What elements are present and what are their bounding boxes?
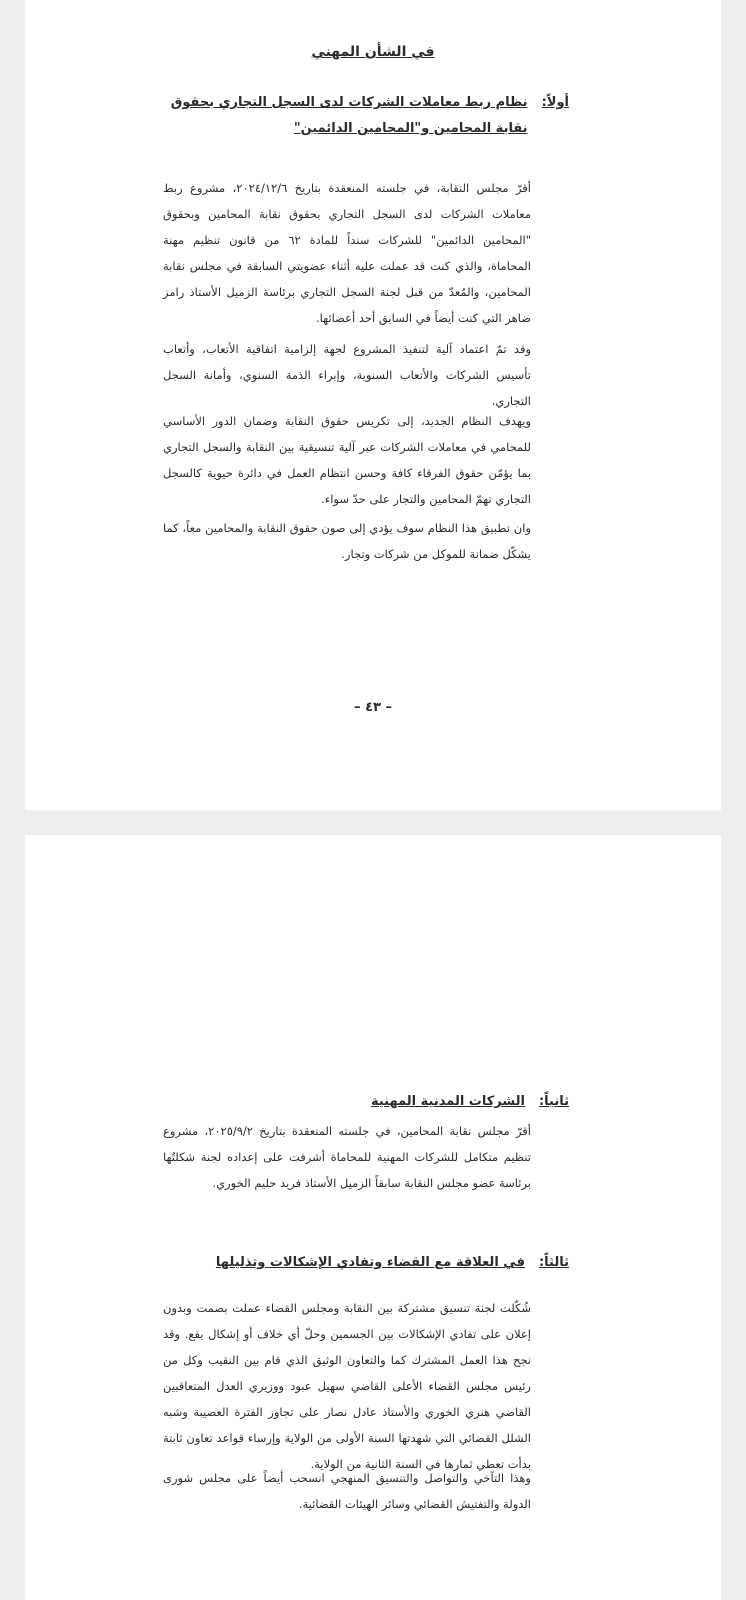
- heading-title: نظام ربط معاملات الشركات لدى السجل التجاري بحقوق نقابة المحامين و"المحامين الدائمين": [170, 95, 528, 136]
- heading-second: [371, 1089, 569, 1115]
- page-number: – ٤٣ –: [354, 700, 392, 715]
- heading-title: الشركات المدنية المهنية: [370, 1094, 525, 1109]
- paragraph: أقرّ مجلس النقابة، في جلسته المنعقدة بتاريخ ٢٠٢٤/١٢/٦، مشروع ربط معاملات الشركات لدى السجل التجاري بحقوق نقابة المحامين وبحقوق "المحامين الدائمين" للشركات سنداً للمادة ٦٢ من قانون تنظيم مهنة المحاماة، والذي كنت قد عملت عليه أثناء عضويتي السابقة في مجلس نقابة المحامين، والمُعدّ من قبل لجنة السجل التجاري برئاسة الزميل الأستاذ رامز ضاهر التي كنت أيضاً في السابق أحد أعضائها.: [163, 181, 532, 325]
- heading-first: [169, 90, 569, 142]
- paragraph: أقرّ مجلس نقابة المحامين، في جلسته المنعقدة بتاريخ ٢٠٢٥/٩/٢، مشروع تنظيم متكامل للشركات المهنية للمحاماة أشرفت على إعداده لجنة شكلتُها برئاسة عضو مجلس النقابة سابقاً الزميل الأستاذ فريد حليم الخوري.: [163, 1124, 531, 1190]
- heading-number: أولاً:: [541, 95, 569, 110]
- document-page-1: [25, 0, 721, 810]
- paragraph: وقد تمّ اعتماد آلية لتنفيذ المشروع لجهة إلزامية اتفاقية الأتعاب، وأتعاب تأسيس الشركات والأتعاب السنوية، وإبراء الذمة السنوي، وأمانة السجل التجاري.: [163, 342, 531, 408]
- heading-number: ثانياً:: [538, 1094, 569, 1109]
- paragraph: شُكّلت لجنة تنسيق مشتركة بين النقابة ومجلس القضاء عملت بصمت وبدون إعلان على تفادي الإشكالات بين الجسمين وحلّ أي خلاف أو إشكال يقع. وقد نجح هذا العمل المشترك كما والتعاون الوثيق الذي قام بين النقيب وكل من رئيس مجلس القضاء الأعلى القاضي سهيل عبود ووزيري العدل المتعاقبين القاضي هنري الخوري والأستاذ عادل نصار على تجاوز الفترة العصيبة وشبه الشلل القضائي التي شهدتها السنة الأولى من الولاية وإرساء قواعد تعاون ثابتة بدأت تعطي ثمارها في السنة الثانية من الولاية.: [163, 1301, 531, 1471]
- document-page-2: [25, 835, 721, 1600]
- heading-number: ثالثاً:: [538, 1255, 569, 1270]
- paragraph: ويهدف النظام الجديد، إلى تكريس حقوق النقابة وضمان الدور الأساسي للمحامي في معاملات الشركات عبر آلية تنسيقية بين النقابة والسجل التجاري بما يؤمّن حقوق الفرقاء كافة وحسن انتظام العمل في دائرة حيوية كالسجل التجاري تهمّ المحامين والتجار على حدّ سواء.: [163, 414, 531, 506]
- heading-third: [216, 1250, 569, 1276]
- paragraph: وهذا التآخي والتواصل والتنسيق المنهجي انسحب أيضاً على مجلس شورى الدولة والتفتيش القضائي وسائر الهيئات القضائية.: [163, 1471, 531, 1511]
- heading-title: في العلاقة مع القضاء وتفادي الإشكالات وتذليلها: [215, 1255, 525, 1270]
- section-title: في الشأن المهني: [311, 44, 435, 60]
- paragraph: وان تطبيق هذا النظام سوف يؤدي إلى صون حقوق النقابة والمحامين معاً، كما يشكّل ضمانة للموكل من شركات وتجار.: [163, 521, 531, 561]
